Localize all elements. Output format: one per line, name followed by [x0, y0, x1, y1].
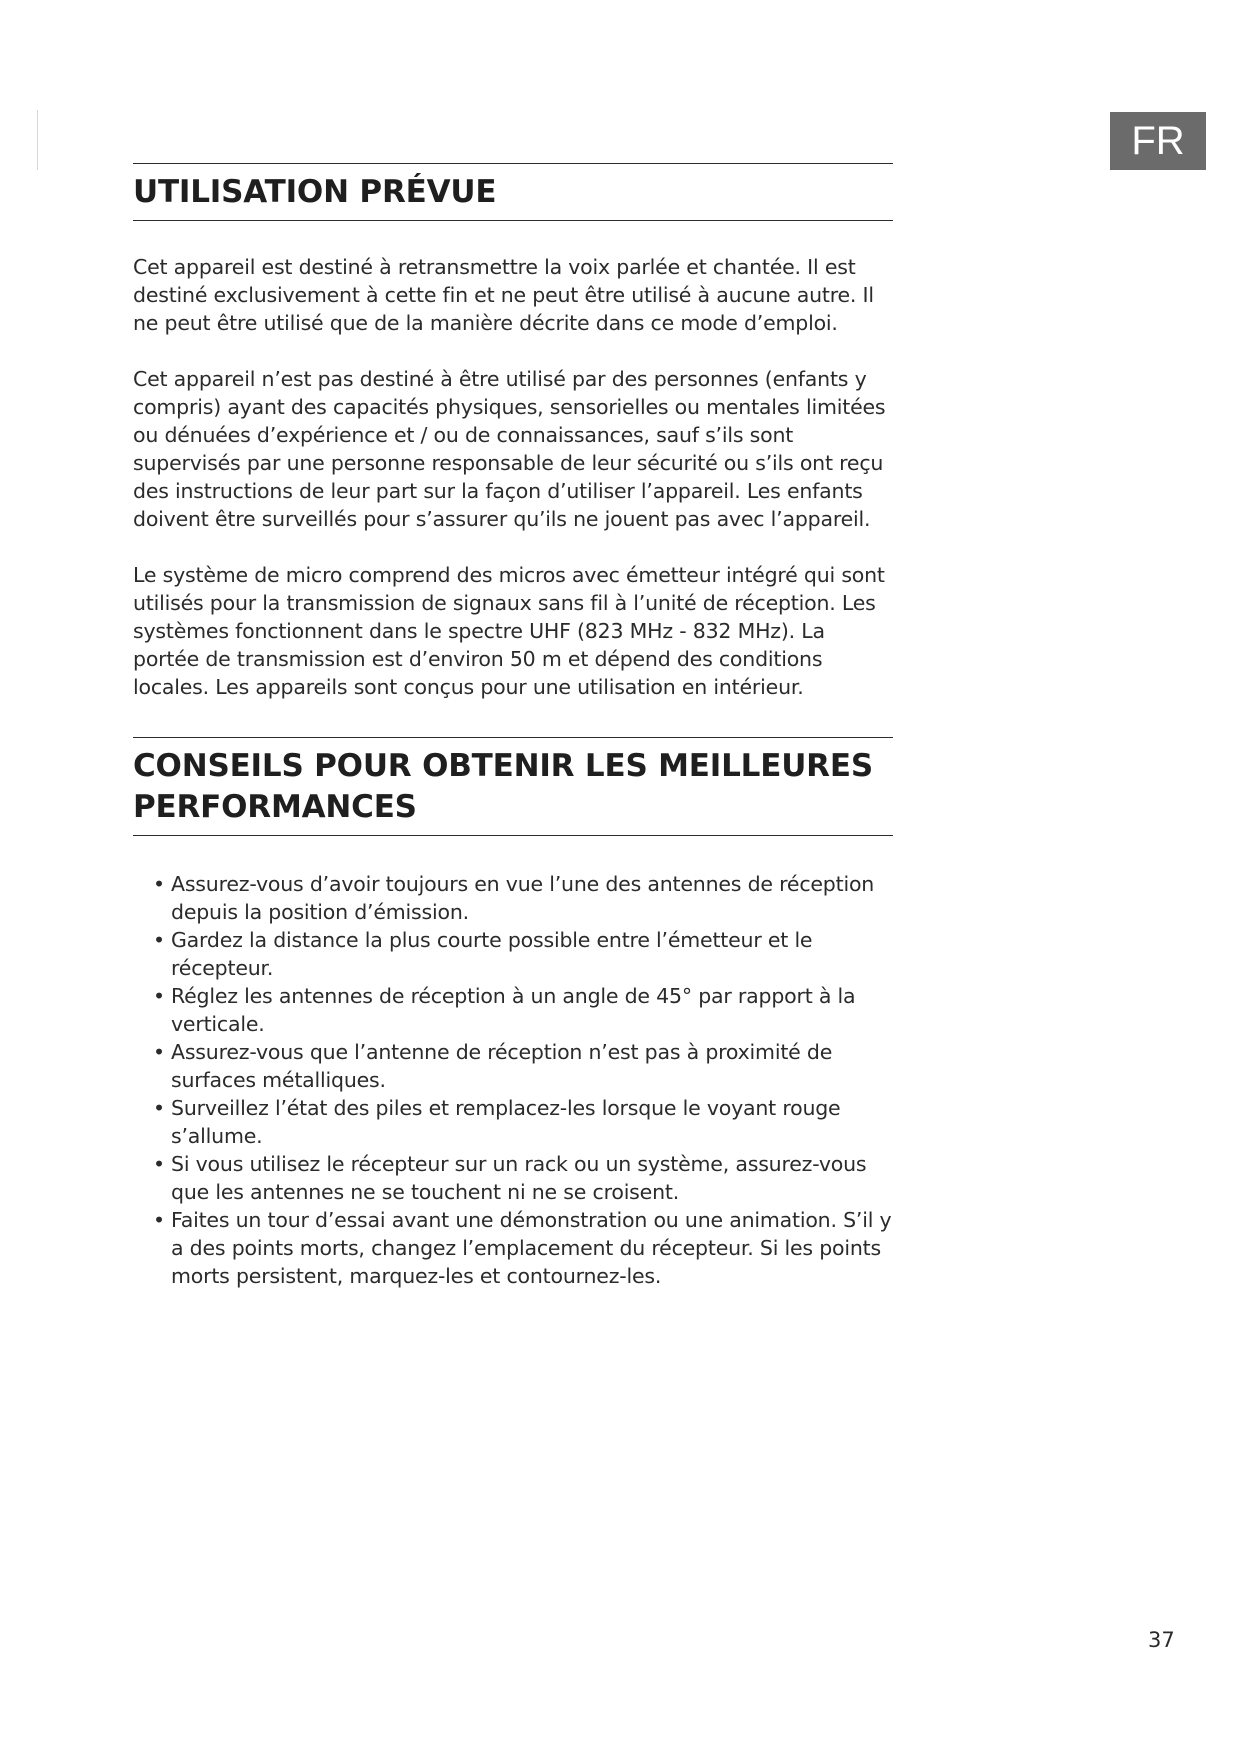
- section-intended-use: [133, 163, 893, 701]
- section-header: [133, 163, 893, 221]
- tip-text: Assurez-vous d’avoir toujours en vue l’une des antennes de réception depuis la position d’émission.: [171, 872, 875, 924]
- tip-text: Gardez la distance la plus courte possible entre l’émetteur et le récepteur.: [171, 928, 813, 980]
- page-content: [133, 163, 893, 1290]
- list-item: [133, 982, 893, 1038]
- list-item: [133, 1150, 893, 1206]
- section-title: CONSEILS POUR OBTENIR LES MEILLEURES PERFORMANCES: [133, 748, 873, 825]
- language-badge: FR: [1110, 112, 1206, 170]
- tip-text: Si vous utilisez le récepteur sur un rack ou un système, assurez-vous que les antennes ne se touchent ni ne se croisent.: [171, 1152, 867, 1204]
- bullet-icon: •: [153, 984, 165, 1008]
- paragraph-system: Le système de micro comprend des micros avec émetteur intégré qui sont utilisés pour la transmission de signaux sans fil à l’unité de réception. Les systèmes fonctionnent dans le spectre UHF (823 MHz - 832 MHz). La portée de transmission est d’environ 50 m et dépend des conditions locales. Les appareils sont conçus pour une utilisation en intérieur.: [133, 563, 885, 699]
- margin-mark: [37, 110, 38, 170]
- tips-list: [133, 870, 893, 1290]
- section-body: [133, 836, 893, 1290]
- list-item: [133, 926, 893, 982]
- section-body: [133, 221, 893, 701]
- bullet-icon: •: [153, 1208, 165, 1232]
- bullet-icon: •: [153, 1096, 165, 1120]
- tip-text: Assurez-vous que l’antenne de réception n’est pas à proximité de surfaces métalliques.: [171, 1040, 833, 1092]
- list-item: [133, 1206, 893, 1290]
- tip-text: Surveillez l’état des piles et remplacez-les lorsque le voyant rouge s’allume.: [171, 1096, 841, 1148]
- tip-text: Réglez les antennes de réception à un angle de 45° par rapport à la verticale.: [171, 984, 856, 1036]
- paragraph-purpose: Cet appareil est destiné à retransmettre la voix parlée et chantée. Il est destiné exclusivement à cette fin et ne peut être utilisé à aucune autre. Il ne peut être utilisé que de la manière décrite dans ce mode d’emploi.: [133, 255, 874, 335]
- bullet-icon: •: [153, 872, 165, 896]
- list-item: [133, 1094, 893, 1150]
- section-header: [133, 737, 893, 836]
- bullet-icon: •: [153, 1152, 165, 1176]
- section-title: UTILISATION PRÉVUE: [133, 174, 497, 210]
- page-number: 37: [1148, 1628, 1175, 1652]
- section-performance-tips: [133, 737, 893, 1290]
- list-item: [133, 1038, 893, 1094]
- list-item: [133, 870, 893, 926]
- bullet-icon: •: [153, 1040, 165, 1064]
- paragraph-safety: Cet appareil n’est pas destiné à être utilisé par des personnes (enfants y compris) ayant des capacités physiques, sensorielles ou mentales limitées ou dénuées d’expérience et / ou de connaissances, sauf s’ils sont supervisés par une personne responsable de leur sécurité ou s’ils ont reçu des instructions de leur part sur la façon d’utiliser l’appareil. Les enfants doivent être surveillés pour s’assurer qu’ils ne jouent pas avec l’appareil.: [133, 367, 886, 531]
- tip-text: Faites un tour d’essai avant une démonstration ou une animation. S’il y a des points morts, changez l’emplacement du récepteur. Si les points morts persistent, marquez-les et contournez-les.: [171, 1208, 892, 1288]
- bullet-icon: •: [153, 928, 165, 952]
